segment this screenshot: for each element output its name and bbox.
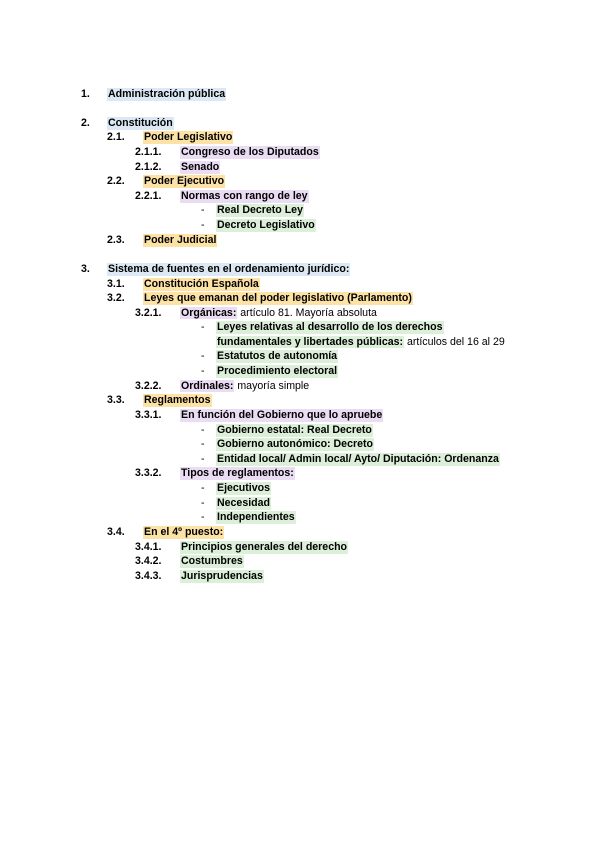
item-number: 2.2.1. — [135, 190, 162, 202]
item-text: Constitución — [108, 117, 173, 129]
item-text: Decreto Legislativo — [217, 219, 315, 231]
item-text: Gobierno autonómico: Decreto — [217, 438, 373, 450]
item-text: Normas con rango de ley — [181, 190, 308, 202]
item-text: Congreso de los Diputados — [181, 146, 319, 158]
item-text: Ordinales: — [181, 380, 234, 392]
item-text: Costumbres — [181, 555, 243, 567]
item-text: Tipos de reglamentos: — [181, 467, 294, 479]
item-text: Procedimiento electoral — [217, 365, 338, 377]
item-text: Independientes — [217, 511, 295, 523]
dash-bullet: - — [201, 365, 205, 377]
dash-bullet: - — [201, 453, 205, 465]
item-number: 2.2. — [107, 175, 125, 187]
item-number: 3.3.2. — [135, 467, 162, 479]
item-number: 3.1. — [107, 278, 125, 290]
item-text: Jurisprudencias — [181, 570, 263, 582]
item-text: Poder Judicial — [144, 234, 217, 246]
item-text: Entidad local/ Admin local/ Ayto/ Diputación: Ordenanza — [217, 453, 499, 465]
item-note: mayoría simple — [234, 380, 310, 392]
item-number: 2.1.1. — [135, 146, 162, 158]
item-text: fundamentales y libertades públicas: — [217, 336, 404, 348]
item-text: Estatutos de autonomía — [217, 350, 338, 362]
dash-bullet: - — [201, 424, 205, 436]
item-number: 3.4.1. — [135, 541, 162, 553]
dash-bullet: - — [201, 350, 205, 362]
item-number: 3.3. — [107, 394, 125, 406]
item-number: 1. — [81, 88, 90, 100]
item-text-group — [180, 380, 309, 393]
item-text: Poder Legislativo — [144, 131, 233, 143]
dash-bullet: - — [201, 321, 205, 333]
item-text-group — [216, 336, 505, 349]
dash-bullet: - — [201, 482, 205, 494]
item-text: Leyes que emanan del poder legislativo (Parlamento) — [144, 292, 412, 304]
item-text: Administración pública — [108, 88, 226, 100]
item-text: Reglamentos — [144, 394, 211, 406]
item-text: Principios generales del derecho — [181, 541, 348, 553]
dash-bullet: - — [201, 497, 205, 509]
item-text: Senado — [181, 161, 220, 173]
dash-bullet: - — [201, 204, 205, 216]
item-text: Gobierno estatal: Real Decreto — [217, 424, 372, 436]
item-text: Orgánicas: — [181, 307, 237, 319]
item-number: 2.3. — [107, 234, 125, 246]
item-note: artículo 81. Mayoría absoluta — [237, 307, 377, 319]
item-text: Poder Ejecutivo — [144, 175, 225, 187]
dash-bullet: - — [201, 219, 205, 231]
item-text: Sistema de fuentes en el ordenamiento jurídico: — [108, 263, 350, 275]
item-text: Real Decreto Ley — [217, 204, 303, 216]
item-number: 3.3.1. — [135, 409, 162, 421]
item-number: 3.4.2. — [135, 555, 162, 567]
item-number: 2.1.2. — [135, 161, 162, 173]
item-note: artículos del 16 al 29 — [404, 336, 505, 348]
item-number: 3.4. — [107, 526, 125, 538]
item-text: Constitución Española — [144, 278, 259, 290]
item-text: Ejecutivos — [217, 482, 270, 494]
dash-bullet: - — [201, 438, 205, 450]
item-text: Necesidad — [217, 497, 270, 509]
item-text: Leyes relativas al desarrollo de los derechos — [217, 321, 443, 333]
item-number: 3.2. — [107, 292, 125, 304]
item-number: 3.4.3. — [135, 570, 162, 582]
item-text: En el 4º puesto: — [144, 526, 224, 538]
item-number: 2.1. — [107, 131, 125, 143]
item-number: 2. — [81, 117, 90, 129]
item-number: 3.2.2. — [135, 380, 162, 392]
dash-bullet: - — [201, 511, 205, 523]
item-text-group — [180, 307, 377, 320]
item-number: 3.2.1. — [135, 307, 162, 319]
item-number: 3. — [81, 263, 90, 275]
item-text: En función del Gobierno que lo apruebe — [181, 409, 383, 421]
